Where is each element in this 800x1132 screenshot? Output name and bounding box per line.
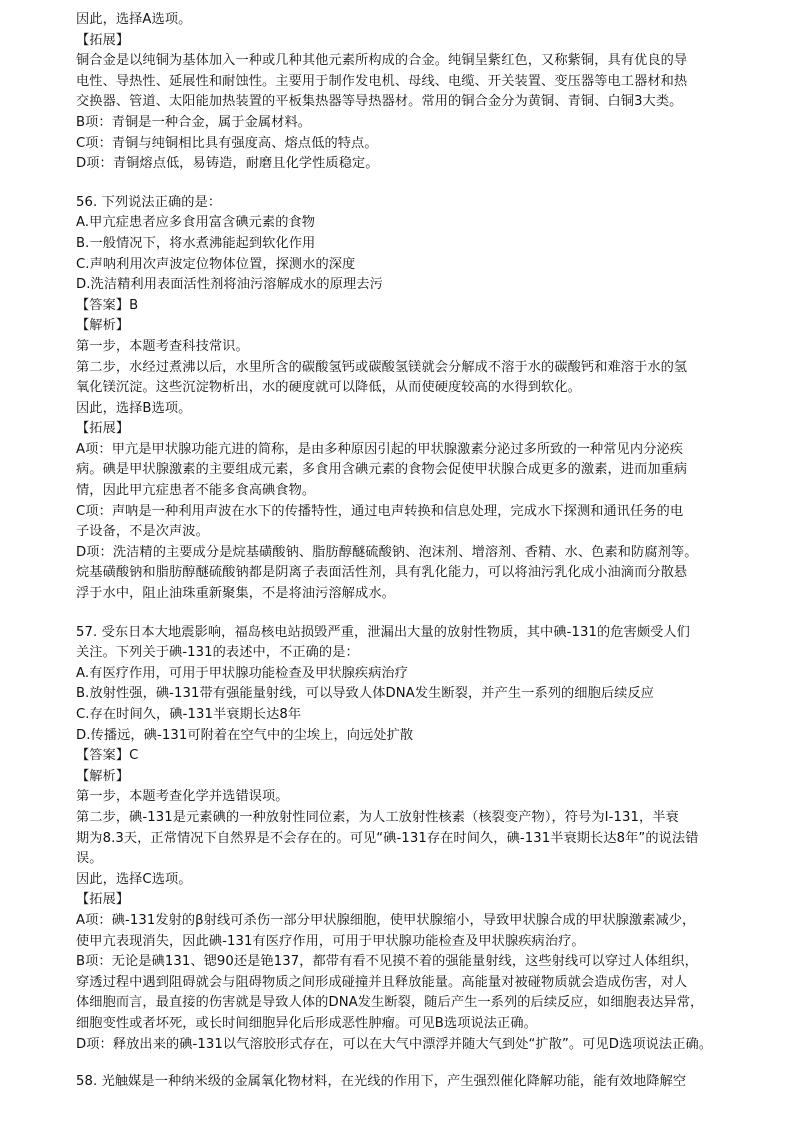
text-line: 体细胞而言，最直接的伤害就是导致人体的DNA发生断裂，随后产生一系列的后续反应，如细胞表达异常， — [76, 995, 704, 1011]
section-q56 — [76, 193, 768, 605]
text-line: 氧化镁沉淀。这些沉淀物析出，水的硬度就可以降低，从而使硬度较高的水得到软化。 — [76, 380, 581, 396]
text-line: A.有医疗作用，可用于甲状腺功能检查及甲状腺疾病治疗 — [76, 665, 409, 681]
text-line: A项：甲亢是甲状腺功能亢进的简称，是由多种原因引起的甲状腺激素分泌过多所致的一种常见内分泌疾 — [76, 441, 684, 457]
text-line: 【解析】 — [76, 318, 130, 334]
text-line: D项：青铜熔点低，易铸造，耐磨且化学性质稳定。 — [76, 156, 379, 172]
text-line: C.存在时间久，碘-131半衰期长达8年 — [76, 707, 302, 722]
text-line: D.传播远，碘-131可附着在空气中的尘埃上，向远处扩散 — [76, 727, 414, 743]
text-line: 穿透过程中遇到阻碍就会与阻碍物质之间形成碰撞并且释放能量。高能量对被碰物质就会造成伤害，对人 — [76, 974, 688, 990]
text-line: 第一步，本题考查化学并选错误项。 — [76, 789, 289, 805]
text-line: 期为8.3天，正常情况下自然界是不会存在的。可见“碘-131存在时间久，碘-131半衰期长达8年”的说法错 — [76, 830, 699, 846]
section-q57 — [76, 623, 768, 1055]
text-line: 病。碘是甲状腺激素的主要组成元素，多食用含碘元素的食物会促使甲状腺合成更多的激素，进而加重病 — [76, 462, 688, 478]
text-line: 细胞变性或者坏死，或长时间细胞异化后形成恶性肿瘤。可见B选项说法正确。 — [76, 1015, 537, 1031]
text-line: 【拓展】 — [76, 421, 130, 437]
text-line: B项：青铜是一种合金，属于金属材料。 — [76, 114, 312, 130]
text-line: 因此，选择A选项。 — [76, 12, 192, 27]
section-gap — [76, 605, 768, 623]
text-line: C项：青铜与纯铜相比具有强度高、熔点低的特点。 — [76, 135, 378, 151]
text-line: 【拓展】 — [76, 32, 130, 48]
text-line: 误。 — [76, 851, 103, 867]
text-line: C.声呐利用次声波定位物体位置，探测水的深度 — [76, 256, 356, 272]
section-gap — [76, 1055, 768, 1072]
text-line: 交换器、管道、太阳能加热装置的平板集热器等导热器材。常用的铜合金分为黄铜、青铜、白铜3大类。 — [76, 94, 683, 110]
text-line: 烷基磺酸钠和脂肪醇醚硫酸钠都是阴离子表面活性剂，具有乳化能力，可以将油污乳化成小油滴而分散悬 — [76, 565, 688, 581]
text-line: 56. 下列说法正确的是： — [76, 194, 222, 210]
text-line: D.洗洁精利用表面活性剂将油污溶解成水的原理去污 — [76, 277, 383, 293]
section-q55-tail — [76, 10, 768, 175]
text-line: 电性、导热性、延展性和耐蚀性。主要用于制作发电机、母线、电缆、开关装置、变压器等电工器材和热 — [76, 73, 688, 89]
text-line: 因此，选择B选项。 — [76, 400, 192, 416]
text-line: 第一步，本题考查科技常识。 — [76, 338, 249, 354]
text-line: 情，因此甲亢症患者不能多食高碘食物。 — [76, 483, 316, 499]
text-line: 57. 受东日本大地震影响，福岛核电站损毁严重，泄漏出大量的放射性物质，其中碘-131的危害颇受人们 — [76, 624, 690, 640]
text-line: 铜合金是以纯铜为基体加入一种或几种其他元素所构成的合金。纯铜呈紫红色，又称紫铜，具有优良的导 — [76, 53, 688, 69]
text-line: 【拓展】 — [76, 892, 130, 908]
text-line: D项：释放出来的碘-131以气溶胶形式存在，可以在大气中漂浮并随大气到处“扩散”。可见D选项说法正确。 — [76, 1036, 713, 1052]
text-line: D项：洗洁精的主要成分是烷基磺酸钠、脂肪醇醚硫酸钠、泡沫剂、增溶剂、香精、水、色素和防腐剂等。 — [76, 544, 698, 560]
text-line: 【解析】 — [76, 768, 130, 784]
text-line: B项：无论是碘131、锶90还是铯137，都带有看不见摸不着的强能量射线，这些射线可以穿过人体组织， — [76, 954, 698, 970]
text-line: 第二步，水经过煮沸以后，水里所含的碳酸氢钙或碳酸氢镁就会分解成不溶于水的碳酸钙和难溶于水的氢 — [76, 359, 688, 375]
text-line: 第二步，碘-131是元素碘的一种放射性同位素，为人工放射性核素（核裂变产物），符号为I-131，半衰 — [76, 809, 679, 825]
text-line: 关注。下列关于碘-131的表述中，不正确的是： — [76, 645, 359, 661]
text-line: 浮于水中，阻止油珠重新聚集，不是将油污溶解成水。 — [76, 586, 395, 602]
text-line: 【答案】B — [76, 297, 139, 313]
section-q58 — [76, 1072, 768, 1093]
text-line: 使甲亢表现消失，因此碘-131有医疗作用，可用于甲状腺功能检查及甲状腺疾病治疗。 — [76, 933, 585, 949]
text-line: C项：声呐是一种利用声波在水下的传播特性，通过电声转换和信息处理，完成水下探测和通讯任务的电 — [76, 503, 684, 519]
text-line: 因此，选择C选项。 — [76, 871, 192, 887]
text-line: 【答案】C — [76, 748, 139, 764]
text-line: 子设备，不是次声波。 — [76, 524, 209, 540]
text-line: B.放射性强，碘-131带有强能量射线，可以导致人体DNA发生断裂，并产生一系列的细胞后续反应 — [76, 686, 655, 702]
text-line: A项：碘-131发射的β射线可杀伤一部分甲状腺细胞，使甲状腺缩小，导致甲状腺合成的甲状腺激素减少， — [76, 912, 696, 928]
text-line: B.一般情况下，将水煮沸能起到软化作用 — [76, 235, 316, 251]
section-gap — [76, 175, 768, 193]
text-line: 58. 光触媒是一种纳米级的金属氧化物材料，在光线的作用下，产生强烈催化降解功能，能有效地降解空 — [76, 1074, 687, 1090]
text-line: A.甲亢症患者应多食用富含碘元素的食物 — [76, 215, 316, 231]
